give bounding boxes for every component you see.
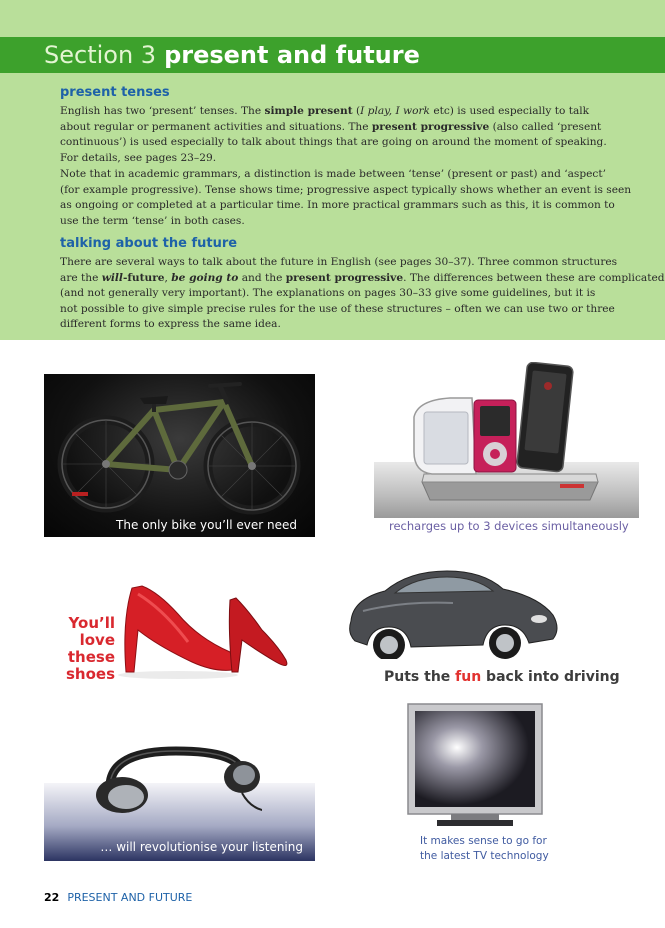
heading-present-tenses: present tenses	[60, 85, 170, 100]
fun-word: fun	[455, 669, 482, 685]
car-caption: Puts the fun back into driving	[384, 669, 620, 685]
bike-ad	[44, 374, 315, 537]
charger-caption: recharges up to 3 devices simultaneously	[389, 519, 629, 533]
page-footer	[44, 891, 192, 904]
sports-car-icon	[343, 563, 565, 659]
tv-caption	[420, 834, 549, 864]
section-number: Section 3	[44, 41, 157, 69]
page-number: 22	[44, 891, 60, 904]
tv-caption-line: It makes sense to go for	[420, 835, 547, 847]
headphones-caption: … will revolutionise your listening	[100, 840, 303, 854]
bike-caption: The only bike you’ll ever need	[116, 518, 297, 532]
flat-tv-icon	[407, 703, 543, 829]
shoes-slogan-line: shoes	[65, 665, 115, 683]
paragraph-present-tenses: English has two ‘present’ tenses. The simple present (I play, I work etc) is used especially to talk about regular or permanent activities and situations. The present progressive (also called ‘present continuous’) is used especially to talk about things that are going on around the moment of speaking. For details, see pages 23–29.	[60, 105, 607, 164]
paragraph-tense-aspect: Note that in academic grammars, a distinction is made between ‘tense’ (present or past) and ‘aspect’ (for example progressive). Tense shows time; progressive aspect typically shows whether an event is seen as ongoing or completed at a particular time. In more practical grammars such as this, it is common to use the term ‘tense’ in both cases.	[60, 168, 632, 227]
shoes-slogan-line: You’ll	[68, 614, 115, 632]
running-title: PRESENT AND FUTURE	[67, 891, 193, 904]
tv-caption-line: the latest TV technology	[420, 850, 549, 862]
section-title	[44, 39, 420, 71]
bicycle-icon	[44, 374, 315, 537]
shoes-slogan-line: love	[79, 631, 115, 649]
headphones-icon	[92, 745, 262, 825]
charger-dock-icon	[410, 362, 610, 512]
shoes-slogan	[60, 615, 115, 683]
shoes-slogan-line: these	[67, 648, 115, 666]
red-shoes-icon	[118, 580, 298, 680]
heading-future: talking about the future	[60, 236, 238, 251]
section-name: present and future	[164, 41, 420, 69]
paragraph-future: There are several ways to talk about the future in English (see pages 30–37). Three common structures are the will-future, be going to and the present progressive. The differences between these are complicated (and not generally very important). The explanations on pages 30–33 give some guidelines, but it is not possible to give simple precise rules for the use of these structures – often we can use two or three different forms to express the same idea.	[60, 256, 665, 331]
